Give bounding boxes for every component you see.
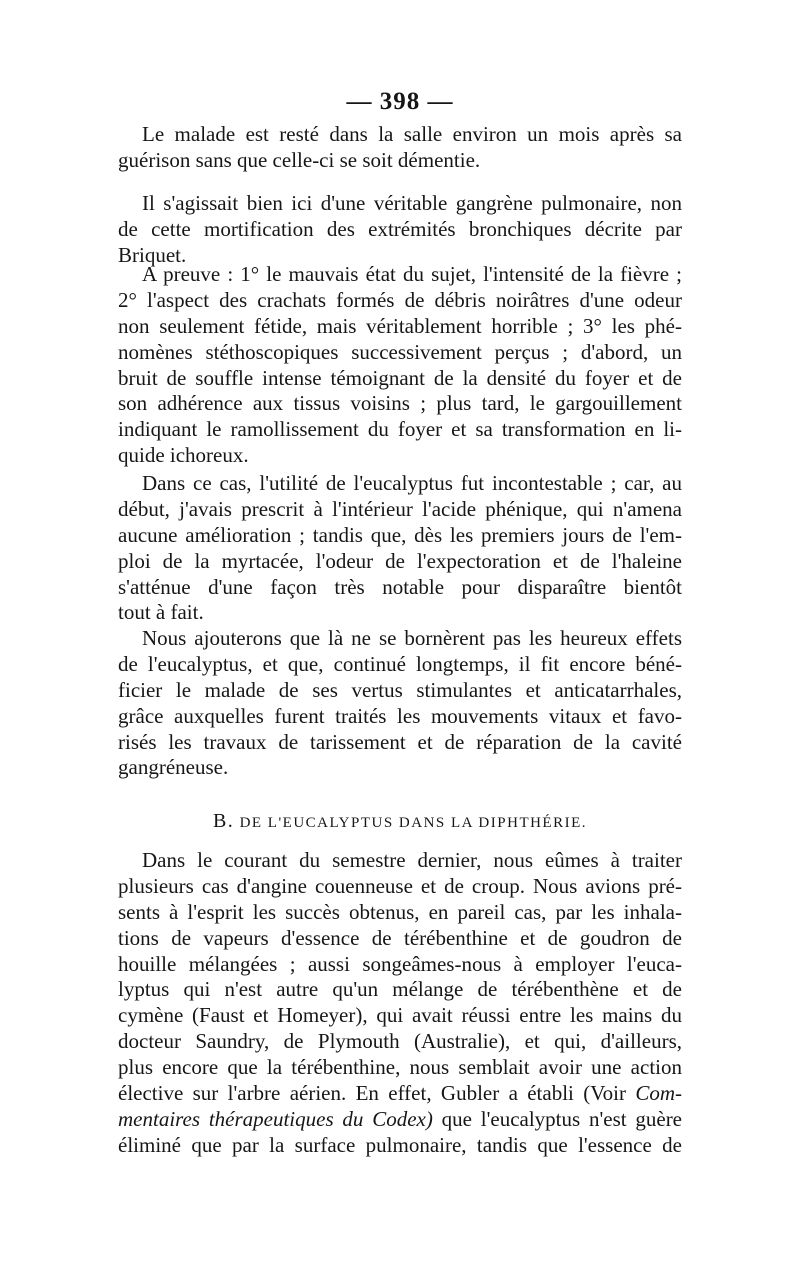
text-segment: élective sur l'arbre aérien. En effet, Gubler a établi (Voir <box>118 1081 626 1106</box>
text-line: sents à l'esprit les succès obtenus, en pareil cas, par les inhala- <box>118 899 682 924</box>
text-line: tout à fait. <box>118 600 204 625</box>
text-line: grâce auxquelles furent traités les mouvements vitaux et favo- <box>118 703 682 728</box>
text-line: guérison sans que celle-ci se soit démentie. <box>118 147 481 172</box>
text-line: Le malade est resté dans la salle environ un mois après sa <box>142 122 682 146</box>
text-line: s'atténue d'une façon très notable pour disparaître bientôt <box>118 574 682 599</box>
text-line: Dans ce cas, l'utilité de l'eucalyptus fut incontestable ; car, au <box>142 471 682 495</box>
text-segment: que l'eucalyptus n'est guère <box>441 1106 683 1131</box>
page-number: — 398 — <box>346 88 454 115</box>
text-line: non seulement fétide, mais véritablement horrible ; 3° les phé- <box>118 313 682 338</box>
text-line: gangréneuse. <box>118 755 229 780</box>
text-line: ploi de la myrtacée, l'odeur de l'expectoration et de l'haleine <box>118 548 682 573</box>
text-line <box>118 1107 682 1133</box>
text-line: plus encore que la térébenthine, nous semblait avoir une action <box>118 1055 682 1080</box>
text-line: son adhérence aux tissus voisins ; plus tard, le gargouillement <box>118 391 682 416</box>
text-line: de l'eucalyptus, et que, continué longtemps, il fit encore béné- <box>118 651 682 676</box>
text-line: Nous ajouterons que là ne se bornèrent pas les heureux effets <box>142 626 682 650</box>
text-line: aucune amélioration ; tandis que, dès les premiers jours de l'em- <box>118 522 682 547</box>
text-line <box>118 1081 682 1107</box>
text-line: Il s'agissait bien ici d'une véritable gangrène pulmonaire, non <box>142 191 682 215</box>
text-line: houille mélangées ; aussi songeâmes-nous à employer l'euca- <box>118 951 682 976</box>
text-line: Briquet. <box>118 242 187 267</box>
text-line: A preuve : 1° le mauvais état du sujet, l'intensité de la fièvre ; <box>142 262 682 286</box>
text-line: début, j'avais prescrit à l'intérieur l'acide phénique, qui n'amena <box>118 496 682 521</box>
paragraph-3 <box>118 262 682 469</box>
section-heading <box>0 810 800 833</box>
text-line: indiquant le ramollissement du foyer et sa transformation en li- <box>118 417 682 442</box>
section-paragraph <box>118 848 682 1159</box>
text-line: risés les travaux de tarissement et de réparation de la cavité <box>118 729 682 754</box>
text-line: nomènes stéthoscopiques successivement perçus ; d'abord, un <box>118 339 682 364</box>
text-line: Dans le courant du semestre dernier, nous eûmes à traiter <box>142 848 682 872</box>
section-title: DE L'EUCALYPTUS DANS LA DIPHTHÉRIE. <box>239 815 588 831</box>
text-line: quide ichoreux. <box>118 443 249 468</box>
text-line: lyptus qui n'est autre qu'un mélange de térébenthène et de <box>118 977 682 1002</box>
italic-text: Com- <box>635 1081 682 1106</box>
italic-text: mentaires thérapeutiques du Codex) <box>118 1106 433 1131</box>
paragraph-5 <box>118 626 682 781</box>
paragraph-2 <box>118 191 682 269</box>
text-line: ficier le malade de ses vertus stimulantes et anticatarrhales, <box>118 677 682 702</box>
text-line: tions de vapeurs d'essence de térébenthine et de goudron de <box>118 925 682 950</box>
text-line: docteur Saundry, de Plymouth (Australie), et qui, d'ailleurs, <box>118 1029 682 1054</box>
text-line: de cette mortification des extrémités bronchiques décrite par <box>118 216 682 241</box>
text-line: bruit de souffle intense témoignant de la densité du foyer et de <box>118 365 682 390</box>
text-line: plusieurs cas d'angine couenneuse et de croup. Nous avions pré- <box>118 873 682 898</box>
text-line: cymène (Faust et Homeyer), qui avait réussi entre les mains du <box>118 1003 682 1028</box>
text-line: éliminé que par la surface pulmonaire, tandis que l'essence de <box>118 1132 682 1157</box>
paragraph-1 <box>118 122 682 174</box>
text-line: 2° l'aspect des crachats formés de débris noirâtres d'une odeur <box>118 287 682 312</box>
paragraph-4 <box>118 471 682 626</box>
section-letter: B. <box>212 810 235 832</box>
